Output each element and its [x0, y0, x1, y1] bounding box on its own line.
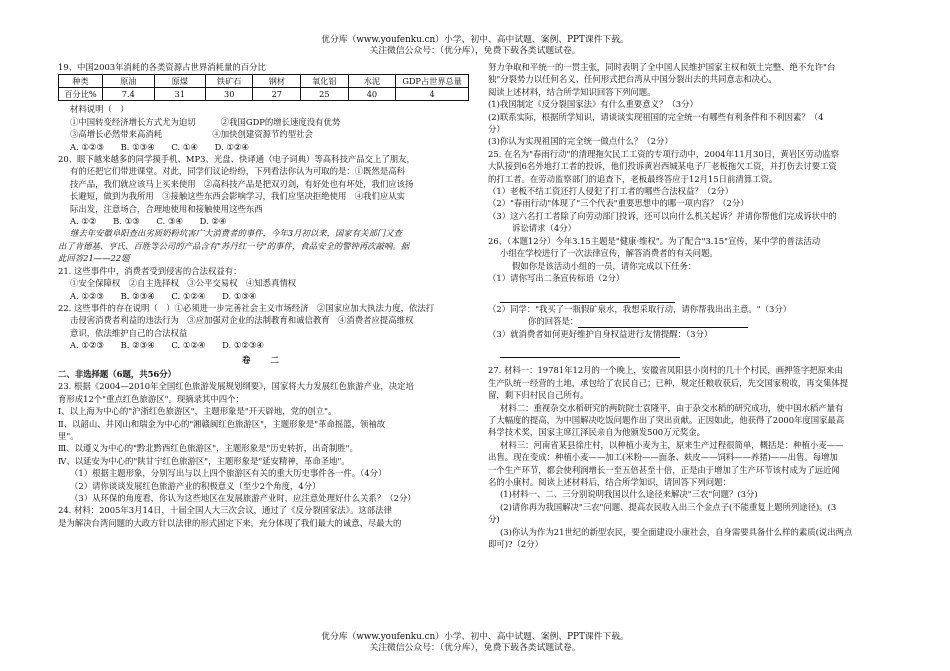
- table-cell: 30: [205, 88, 253, 101]
- table-cell: 种类: [59, 75, 103, 88]
- q24-cont-line: (3)你认为实现祖国的完全统一做点什么？（2分）: [488, 136, 673, 147]
- q27-line: 生产队统一经营的土地，承包给了农民自己；已种，规定任粮收获后，先交国家税收，再交集体提: [488, 377, 849, 388]
- q24-cont-line: (2)联系实际，根据所学知识，请谈谈实现祖国的完全统一有哪些有利条件和不利因素？（4: [488, 111, 824, 122]
- q20-line: 技产品，我们就应该马上买来使用 ②高科技产品是把双刃剑，有好处也有坏处，我们应该扬: [70, 178, 414, 189]
- q20-line: 20、眼下越来越多的同学摸手机、MP3、光盘、快译通（电子词典）等高科技产品交上了朋友，: [58, 154, 415, 165]
- q27-line: (3)你认为作为21世纪的新型农民，要全面建设小康社会，自身需要具备什么样的素质(说出两点: [500, 526, 853, 537]
- header-line-1: 优分库（www.youfenku.cn）小学、初中、高中试题、案例、PPT课件下载。: [321, 35, 629, 45]
- q27-line: (1)材料一、二、三分别说明我国以什么途径来解决"三农"问题？(3分): [500, 489, 758, 500]
- q20-line: 有的还把它们带进课堂。对此，同学们议论纷纷，下列看法你认为可取的是：①既然是高科: [70, 166, 405, 177]
- q21-line: 21. 这些事件中，消费者受到侵害的合法权益有：: [58, 265, 242, 276]
- table-cell: 铁矿石: [205, 75, 253, 88]
- footer-line-2: 关注微信公众号：（优分库），免费下载各类试题试卷。: [369, 643, 581, 653]
- right-column: [488, 61, 900, 627]
- q25-line: （3）这六名打工者除了向劳动部门投诉，还可以向什么机关起诉？并请你帮他们完成诉状中的: [488, 210, 837, 221]
- q23-line: Ⅲ、以遵义为中心的"黔北黔西红色旅游区"，主题形象是"历史转折，出奇制胜"。: [58, 443, 358, 454]
- q21-intro-line: 出了肯德基、亨氏、百胜等公司的产品含有"苏丹红一号"的事件，食品安全的警钟再次敲响。据: [58, 240, 410, 251]
- q24-cont-line: 阅读上述材料，结合所学知识回答下列问题。: [488, 86, 656, 97]
- q19-line: A. ①②③ B. ①③④ C. ①④ D. ①②④: [70, 141, 249, 152]
- q19-line: ①中国转变经济增长方式尤为迫切 ②我国GDP的增长速度没有优势: [70, 116, 341, 127]
- table-cell: 水泥: [348, 75, 396, 88]
- q27-line: 名的小康村。阅读上述材料后，结合所学知识，请回答下列问题：: [488, 477, 731, 487]
- q26-q2: （2）同学："我买了一瓶假矿泉水，我想采取行动，请你帮我出出主意。"（3分）: [488, 303, 792, 314]
- q24-line: 24. 材料：2005年3月14日，十届全国人大三次会议，通过了《反分裂国家法》。这部法律: [58, 505, 392, 516]
- q26-line: 26、（本题12分）今年3.15主题是"健康·维权"。为了配合"3.15"宣传，某中学的普法活动: [488, 235, 821, 246]
- page-header: [0, 35, 950, 57]
- resource-table-value-row: [59, 88, 469, 101]
- table-cell: 氧化铝: [301, 75, 349, 88]
- q27-line: 分): [488, 514, 500, 525]
- q26-answer-line: [488, 315, 900, 327]
- q27-line: 27. 材料一：19781年12月的一个晚上，安徽省凤阳县小岗村的几十个村民，画押签字把原来由: [488, 365, 843, 376]
- q24-cont-line: 独"分裂势力以任何名义、任何形式把台湾从中国分裂出去的共同意志和决心。: [488, 74, 777, 85]
- table-cell: 27: [253, 88, 301, 101]
- page-footer: [0, 632, 950, 654]
- table-cell: 原煤: [154, 75, 205, 88]
- q24-cont-line: (1)我国制定《反分裂国家法》有什么重要意义？（3分）: [488, 99, 698, 110]
- reminder-blank-line: [488, 346, 900, 358]
- q22-line: 意识，依法维护自己的合法权益: [70, 327, 188, 338]
- q27-line: 材料三：河南省某县徐庄村，以种植小麦为主，原来生产过程很简单，概括是：种植小麦——: [500, 439, 844, 450]
- blank-line: [500, 347, 680, 358]
- q25-line: 大队接到6名外地打工者的投诉，他们投诉黄岩西城某电子厂老板拖欠工资，并打伤去讨要工资: [488, 161, 837, 172]
- q23-line: Ⅳ、以延安为中心的"陕甘宁红色旅游区"，主题形象是"延安精神，革命圣地"。: [58, 455, 350, 466]
- table-cell: 40: [348, 88, 396, 101]
- q25-line: 诉讼请求（4分）: [512, 223, 576, 234]
- q22-line: 22. 这些事件的存在说明（ ）①必须进一步完善社会主义市场经济 ②国家应加大执法力度，依法打: [58, 302, 435, 313]
- q25-line: （1）老板不结工资还打人侵犯了打工者的哪些合法权益？（2分）: [488, 186, 734, 197]
- header-line-2: 关注微信公众号：（优分库），免费下载各类试题试卷。: [369, 46, 581, 56]
- table-cell: 4: [396, 88, 469, 101]
- part2-heading: 二、非选择题（6题，共56分）: [58, 368, 176, 379]
- q24-cont-line: 努力争取和平统一的一贯主张，同时表明了全中国人民维护国家主权和领土完整、绝不允许"台: [488, 62, 836, 72]
- q20-line: 际出发，注意场合，合理地使用和接触使用这些东西: [70, 203, 263, 214]
- table-cell: 百分比%: [59, 88, 103, 101]
- table-cell: 25: [301, 88, 349, 101]
- q25-line: （2）"春雨行动"体现了"三个代表"重要思想中的哪一项内容？（2分）: [488, 198, 749, 209]
- q22-line: A. ①②③ B. ②③④ C. ①②④ D. ①②③④: [70, 340, 264, 351]
- q22-line: 击侵害消费者利益的违法行为 ③应加强对企业的法制教育和诚信教育 ④消费者应提高维权: [70, 315, 414, 326]
- q20-line: 长避短，做到为我所用 ③接触这些东西会影响学习，我们应坚决拒绝使用 ④我们应从实: [70, 191, 405, 202]
- q26-line: （1）请你写出二条宣传标语（2分）: [488, 272, 625, 283]
- resource-table-header-row: [59, 75, 469, 88]
- q19-line: 材料说明（ ）: [70, 104, 129, 115]
- q23-line: Ⅱ、以韶山、井冈山和瑞金为中心的"湘赣闽红色旅游区"，主题形象是"革命摇篮，领袖故: [58, 418, 386, 429]
- q21-intro-line: 继去年安徽阜阳查出劣质奶粉坑害广大消费者的事件，今年3月初以来，国家有关部门又查: [70, 228, 402, 239]
- left-column: [58, 61, 469, 627]
- q21-line: A. ①②③ B. ②③④ C. ①②④ D. ①③④: [70, 290, 257, 301]
- q23-line: Ⅰ、以上海为中心的"沪浙红色旅游区"，主题形象是"开天辟地，党的创立"。: [58, 406, 337, 417]
- table-cell: GDP占世界总量: [396, 75, 469, 88]
- q23-line: （3）从环保的角度看，你认为这些地区在发展旅游产业时，应注意处理好什么关系？（2分）: [70, 493, 416, 503]
- answer-label: 你的回答是：: [528, 316, 579, 327]
- table-cell: 钢材: [253, 75, 301, 88]
- q24-line: 是为解决台湾问题的大政方针以法律的形式固定下来，充分体现了我们最大的诚意、尽最大的: [58, 517, 402, 528]
- section-title: 卷 二: [241, 354, 286, 365]
- q21-line: ①安全保障权 ②自主选择权 ③公平交易权 ④知悉真情权: [70, 278, 297, 289]
- table-cell: 原油: [103, 75, 155, 88]
- q27-line: 一个生产环节，都会使利润增长一至五倍甚至十倍，正是由于增加了生产环节该村成为了远近闻: [488, 464, 840, 475]
- q20-line: A. ①② B. ①③ C. ③④ D. ②④: [70, 216, 227, 227]
- q27-line: 留，剩下归村民自己所有。: [488, 390, 589, 401]
- blank-line: [500, 292, 675, 303]
- q27-line: 材料二：重视杂交水稻研究的两院院士袁隆平，由于杂交水稻的研究成功，使中国水稻产量有: [500, 402, 844, 413]
- q27-line: 即可)?（2分）: [488, 539, 543, 550]
- table-cell: 7.4: [103, 88, 155, 101]
- q23-line: （1）根据主题形象，分别写出与以上四个旅游区有关的重大历史事件各一件。（4分）: [70, 468, 387, 479]
- q26-line: 假如你是该活动小组的一员，请你完成以下任务：: [512, 260, 697, 271]
- footer-line-1: 优分库（www.youfenku.cn）小学、初中、高中试题、案例、PPT课件下载。: [321, 632, 629, 642]
- blank-line: [578, 317, 748, 328]
- q23-line: 里"。: [58, 430, 79, 441]
- q25-line: 的打工者。在劳动监察部门的追查下，老板最终答应于12月15日前清算工资。: [488, 173, 778, 184]
- q27-line: 了大幅度的提高，为中国解决吃饭问题作出了突出贡献。正因如此，他获得了2000年度国家最高: [488, 414, 845, 425]
- q19-title: 19、中国2003年消耗的各类资源占世界消耗量的百分比: [58, 62, 266, 72]
- resource-table: [58, 74, 469, 101]
- q27-line: (2)请你再为我国解决"三农"问题、提高农民收入出三个金点子(不能重复上题所列途径)。(3: [500, 501, 837, 512]
- q27-line: 科学技术奖，国家主席江泽民亲自为他颁发500万元奖金。: [488, 427, 705, 438]
- q23-line: 23. 根据《2004—2010年全国红色旅游发展规划纲要》，国家将大力发展红色旅游产业，决定培: [58, 381, 414, 392]
- q25-line: 25. 在名为"春雨行动"的清理拖欠民工工资的专项行动中，2004年11月30日，黄岩区劳动监察: [488, 148, 840, 159]
- q23-line: 育形成12个"重点红色旅游区"。现摘录其中四个：: [58, 393, 244, 404]
- q19-line: ③高增长必然带来高消耗 ④加快创建资源节约型社会: [70, 129, 313, 140]
- q23-line: （2）请你谈谈发展红色旅游产业的积极意义（至少2个角度，4分）: [70, 480, 321, 491]
- q27-line: 出售。现在变成：种植小麦——加工(米粉——面条、麸皮——饲料——养猪)——出售。每增加: [488, 452, 838, 463]
- slogan-blank-line: [488, 290, 900, 302]
- table-cell: 31: [154, 88, 205, 101]
- q26-q3: （3）就消费者如何更好维护自身权益进行友情提醒：（3分）: [488, 328, 713, 339]
- q24-cont-line: 分）: [488, 124, 505, 135]
- q21-intro-line: 此回答21——22题: [58, 253, 130, 264]
- q26-line: 小组在学校进行了一次法律宣传，解答消费者的有关问题。: [500, 248, 718, 259]
